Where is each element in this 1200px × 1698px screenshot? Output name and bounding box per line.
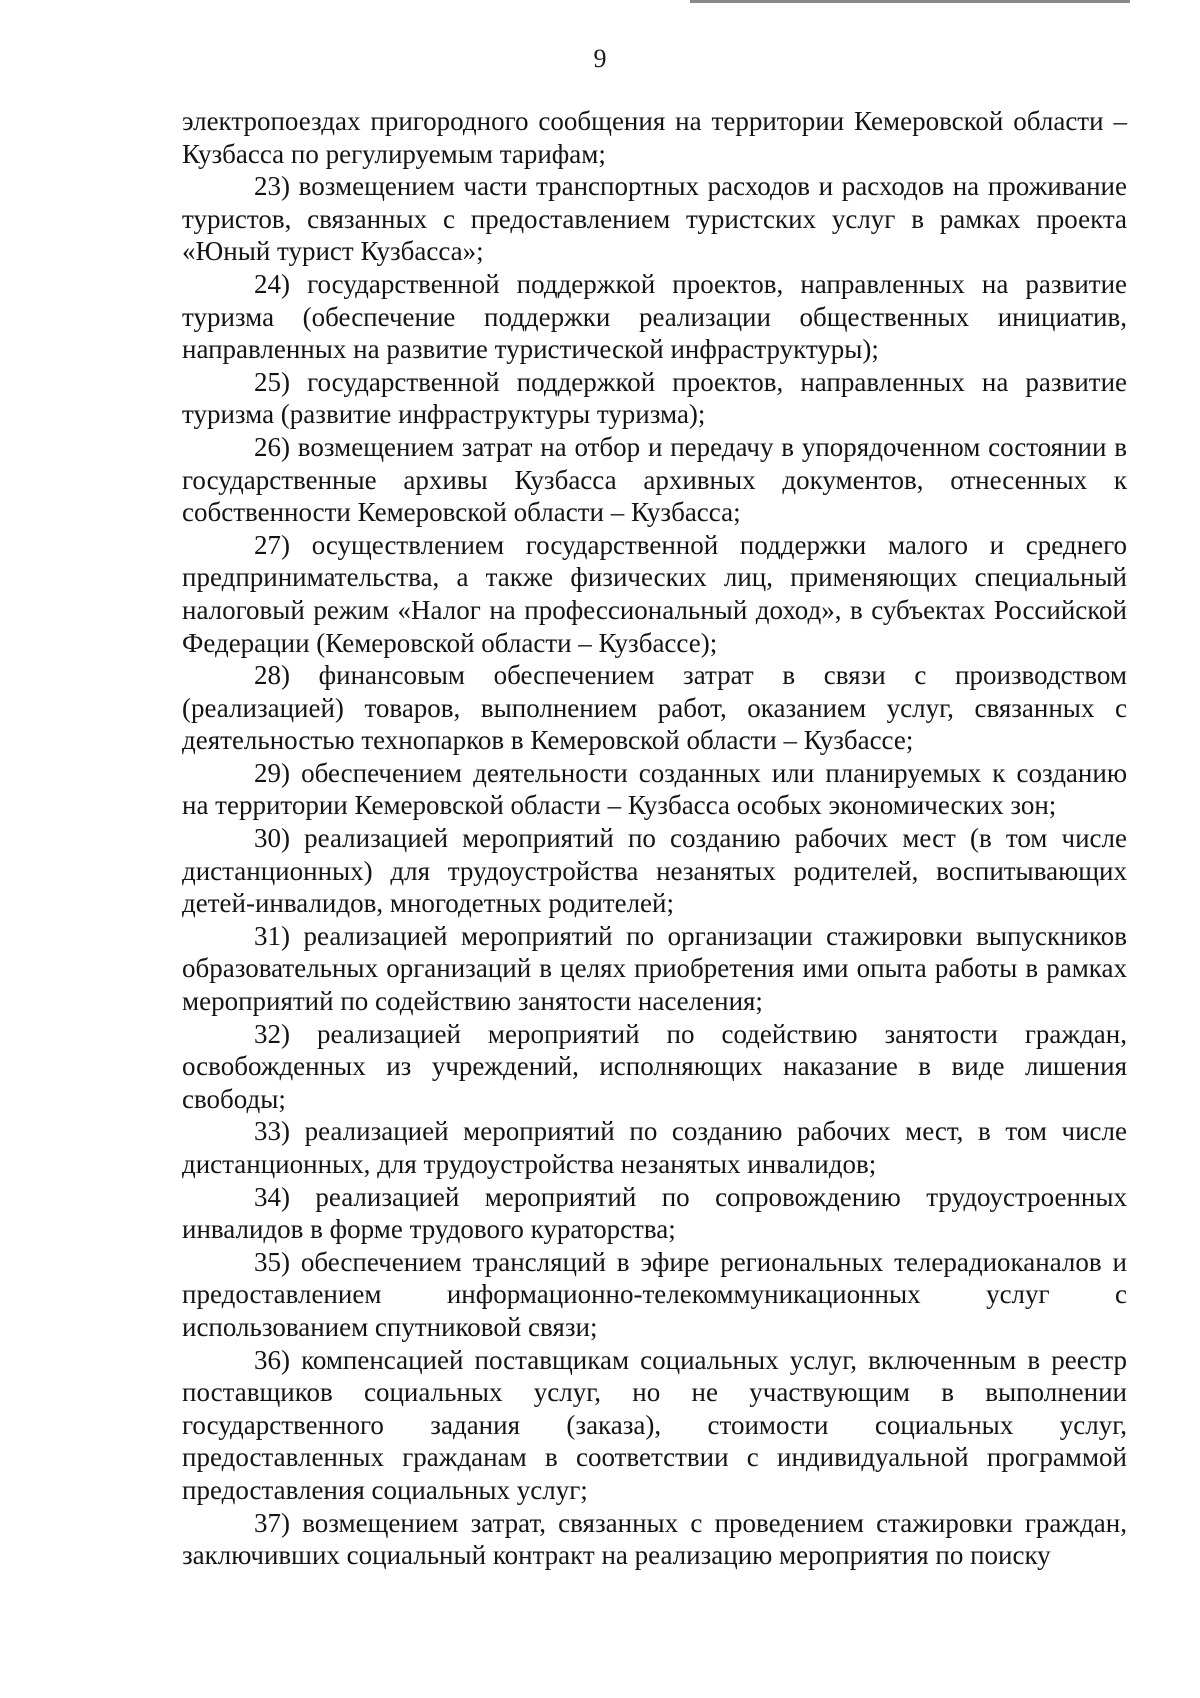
list-item-33: 33) реализацией мероприятий по созданию рабочих мест, в том числе дистанционных, для трудоустройства незанятых инвалидов;	[182, 1116, 1127, 1179]
paragraph-continuation: электропоездах пригородного сообщения на территории Кемеровской области – Кузбасса по регулируемым тарифам;	[182, 106, 1127, 169]
list-item-27: 27) осуществлением государственной поддержки малого и среднего предпринимательства, а также физических лиц, применяющих специальный налоговый режим «Налог на профессиональный доход», в субъектах Российской Федерации (Кемеровской области – Кузбассе);	[182, 529, 1127, 658]
list-item-37: 37) возмещением затрат, связанных с проведением стажировки граждан, заключивших социальный контракт на реализацию мероприятия по поиску	[182, 1507, 1127, 1571]
list-item-23: 23) возмещением части транспортных расходов и расходов на проживание туристов, связанных с предоставлением туристских услуг в рамках проекта «Юный турист Кузбасса»;	[182, 171, 1127, 267]
list-item-34: 34) реализацией мероприятий по сопровождению трудоустроенных инвалидов в форме трудового кураторства;	[182, 1181, 1127, 1245]
document-body	[182, 105, 1127, 1572]
list-item-29: 29) обеспечением деятельности созданных или планируемых к созданию на территории Кемеровской области – Кузбасса особых экономических зон;	[182, 757, 1127, 821]
list-item-35: 35) обеспечением трансляций в эфире региональных телерадиоканалов и предоставлением информационно-телекоммуникационных услуг с использованием спутниковой связи;	[182, 1246, 1127, 1342]
list-item-32: 32) реализацией мероприятий по содействию занятости граждан, освобожденных из учреждений, исполняющих наказание в виде лишения свободы;	[182, 1018, 1127, 1114]
list-item-26: 26) возмещением затрат на отбор и передачу в упорядоченном состоянии в государственные архивы Кузбасса архивных документов, отнесенных к собственности Кемеровской области – Кузбасса;	[182, 431, 1127, 528]
list-item-36: 36) компенсацией поставщикам социальных услуг, включенным в реестр поставщиков социальных услуг, но не участвующим в выполнении государственного задания (заказа), стоимости социальных услуг, предоставленных гражданам в соответствии с индивидуальной программой предоставления социальных услуг;	[182, 1344, 1127, 1505]
page-number: 9	[593, 44, 607, 73]
list-item-25: 25) государственной поддержкой проектов, направленных на развитие туризма (развитие инфраструктуры туризма);	[182, 366, 1127, 430]
list-item-28: 28) финансовым обеспечением затрат в связи с производством (реализацией) товаров, выполнением работ, оказанием услуг, связанных с деятельностью технопарков в Кемеровской области – Кузбассе;	[182, 660, 1127, 756]
list-item-30: 30) реализацией мероприятий по созданию рабочих мест (в том числе дистанционных) для трудоустройства незанятых родителей, воспитывающих детей-инвалидов, многодетных родителей;	[182, 823, 1127, 919]
scan-edge-line	[690, 0, 1130, 3]
list-item-24: 24) государственной поддержкой проектов, направленных на развитие туризма (обеспечение поддержки реализации общественных инициатив, направленных на развитие туристической инфраструктуры);	[182, 268, 1127, 365]
list-item-31: 31) реализацией мероприятий по организации стажировки выпускников образовательных организаций в целях приобретения ими опыта работы в рамках мероприятий по содействию занятости населения;	[182, 920, 1127, 1017]
